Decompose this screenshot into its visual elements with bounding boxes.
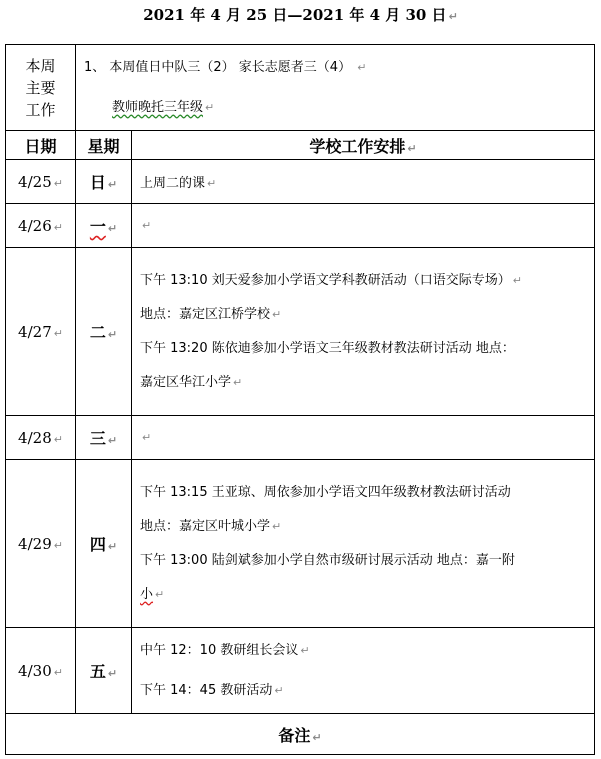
schedule-date-range: 2021 年 4 月 25 日—2021 年 4 月 30 日 ↵ bbox=[143, 6, 458, 24]
row-work: ↵ bbox=[132, 416, 595, 460]
row-work bbox=[132, 248, 595, 416]
main-work-line: 1、 本周值日中队三（2） 家长志愿者三（4） ↵ bbox=[84, 59, 367, 75]
work-line: 下午 13:20 陈依迪参加小学语文三年级教材教法研讨活动 地点： bbox=[140, 340, 515, 356]
row-day: 四 ↵ bbox=[76, 460, 132, 628]
row-work bbox=[132, 460, 595, 628]
table-row bbox=[6, 160, 595, 204]
work-line: 小 ↵ bbox=[140, 586, 165, 602]
main-work-line: 教师晚托三年级 ↵ bbox=[112, 99, 215, 115]
row-day: 日 ↵ bbox=[76, 160, 132, 204]
work-line: 下午 14：45 教研活动 ↵ bbox=[140, 682, 284, 698]
table-row bbox=[6, 460, 595, 628]
column-header-day: 星期 bbox=[76, 131, 132, 160]
weekly-schedule-table bbox=[5, 44, 595, 755]
table-row bbox=[6, 416, 595, 460]
row-date: 4/30 ↵ bbox=[6, 628, 76, 714]
work-line: 下午 13:10 刘天爱参加小学语文学科教研活动（口语交际专场） ↵ bbox=[140, 272, 522, 288]
row-date: 4/26 ↵ bbox=[6, 204, 76, 248]
work-line: 嘉定区华江小学 ↵ bbox=[140, 374, 243, 390]
work-line: 地点：嘉定区叶城小学 ↵ bbox=[140, 518, 282, 534]
row-day: 五 ↵ bbox=[76, 628, 132, 714]
footer-row bbox=[6, 714, 595, 755]
row-date: 4/29 ↵ bbox=[6, 460, 76, 628]
row-day: 二 ↵ bbox=[76, 248, 132, 416]
work-line: 中午 12：10 教研组长会议 ↵ bbox=[140, 642, 310, 658]
table-row bbox=[6, 204, 595, 248]
main-work-row bbox=[6, 45, 595, 131]
remarks-cell: 备注 ↵ bbox=[6, 714, 595, 755]
row-date: 4/28 ↵ bbox=[6, 416, 76, 460]
row-date: 4/25 ↵ bbox=[6, 160, 76, 204]
table-row bbox=[6, 248, 595, 416]
row-day: 一 ↵ bbox=[76, 204, 132, 248]
work-line: 下午 13:00 陆剑斌参加小学自然市级研讨展示活动 地点：嘉一附 bbox=[140, 552, 515, 568]
table-row bbox=[6, 628, 595, 714]
row-work: ↵ bbox=[132, 204, 595, 248]
column-header-row bbox=[6, 131, 595, 160]
column-header-work: 学校工作安排 ↵ bbox=[132, 131, 595, 160]
main-work-content bbox=[76, 45, 595, 131]
row-work: 上周二的课 ↵ bbox=[132, 160, 595, 204]
row-day: 三 ↵ bbox=[76, 416, 132, 460]
work-line: 地点：嘉定区江桥学校 ↵ bbox=[140, 306, 282, 322]
work-line: 下午 13:15 王亚琼、周依参加小学语文四年级教材教法研讨活动 bbox=[140, 484, 511, 500]
main-work-label: 本周 主要 工作 bbox=[6, 45, 76, 131]
row-work bbox=[132, 628, 595, 714]
row-date: 4/27 ↵ bbox=[6, 248, 76, 416]
column-header-date: 日期 bbox=[6, 131, 76, 160]
